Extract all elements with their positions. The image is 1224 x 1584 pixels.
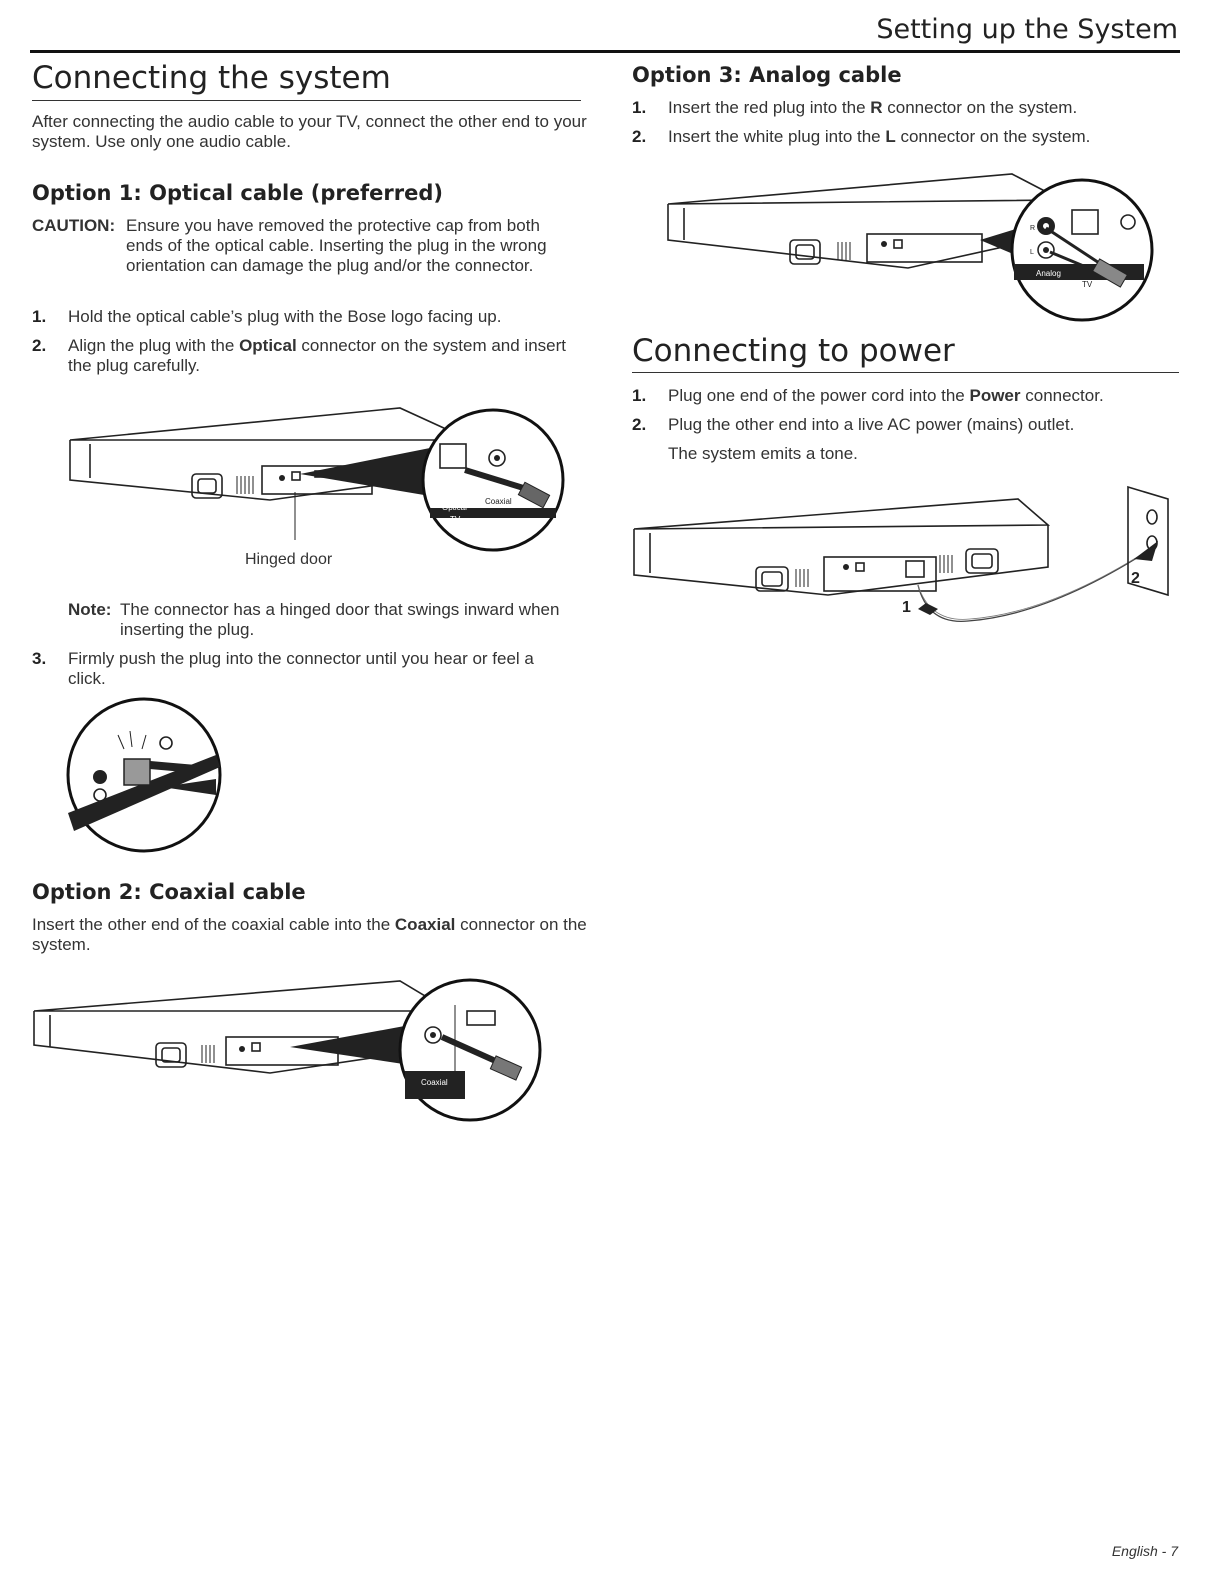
fig-tv-label: TV bbox=[1082, 280, 1093, 289]
step-number: 1. bbox=[632, 98, 647, 117]
fig-r-label: R bbox=[1030, 225, 1036, 232]
caution-label: CAUTION: bbox=[32, 216, 116, 235]
fig-coaxial-label: Coaxial bbox=[421, 1078, 448, 1087]
step-number: 2. bbox=[632, 127, 647, 146]
step-number: 2. bbox=[632, 415, 647, 434]
connecting-system-title: Connecting the system bbox=[32, 60, 391, 96]
power-step1: Plug one end of the power cord into the Power connector. bbox=[668, 386, 1104, 405]
title-rule bbox=[632, 372, 1179, 373]
note-text: The connector has a hinged door that swings inward when inserting the plug. bbox=[120, 600, 560, 639]
option3-step1: Insert the red plug into the R connector on the system. bbox=[668, 98, 1078, 117]
note-label: Note: bbox=[68, 600, 112, 619]
option2-text: Insert the other end of the coaxial cable into the Coaxial connector on the system. bbox=[32, 915, 587, 954]
intro-paragraph: After connecting the audio cable to your TV, connect the other end to your system. Use only one audio cable. bbox=[32, 112, 587, 151]
hinged-door-label: Hinged door bbox=[245, 551, 333, 568]
option2-title: Option 2: Coaxial cable bbox=[32, 880, 306, 904]
optical-connection-figure bbox=[60, 400, 570, 560]
fig-tv-label: TV bbox=[450, 515, 461, 524]
step-number: 3. bbox=[32, 649, 47, 668]
option1-step1: Hold the optical cable’s plug with the Bose logo facing up. bbox=[68, 307, 502, 326]
step-number: 1. bbox=[632, 386, 647, 405]
power-step2: Plug the other end into a live AC power (mains) outlet. bbox=[668, 415, 1075, 434]
fig-l-label: L bbox=[1030, 249, 1034, 256]
page-number: English - 7 bbox=[1111, 1543, 1178, 1559]
callout-2: 2 bbox=[1131, 570, 1140, 587]
option1-title: Option 1: Optical cable (preferred) bbox=[32, 181, 443, 205]
step-number: 2. bbox=[32, 336, 47, 355]
plug-click-figure bbox=[66, 695, 226, 855]
callout-1: 1 bbox=[902, 599, 911, 616]
coaxial-connection-figure bbox=[30, 975, 540, 1130]
page-section-title: Setting up the System bbox=[876, 14, 1178, 45]
option1-step2: Align the plug with the Optical connector on the system and insert the plug carefully. bbox=[68, 336, 566, 375]
connecting-power-title: Connecting to power bbox=[632, 333, 955, 369]
power-step2-sub: The system emits a tone. bbox=[668, 444, 858, 463]
option3-step2: Insert the white plug into the L connector on the system. bbox=[668, 127, 1091, 146]
title-rule bbox=[32, 100, 581, 101]
fig-analog-label: Analog bbox=[1036, 269, 1061, 278]
fig-coaxial-label: Coaxial bbox=[485, 497, 512, 506]
fig-optical-label: Optical bbox=[442, 503, 467, 512]
step-number: 1. bbox=[32, 307, 47, 326]
option1-step3: Firmly push the plug into the connector until you hear or feel a click. bbox=[68, 649, 534, 688]
analog-connection-figure bbox=[662, 170, 1162, 325]
caution-text: Ensure you have removed the protective cap from both ends of the optical cable. Inserting the plug in the wrong orientation can damage the plug and/or the connector. bbox=[126, 216, 547, 275]
power-connection-figure bbox=[628, 485, 1178, 635]
header-rule bbox=[30, 50, 1180, 53]
option3-title: Option 3: Analog cable bbox=[632, 63, 902, 87]
